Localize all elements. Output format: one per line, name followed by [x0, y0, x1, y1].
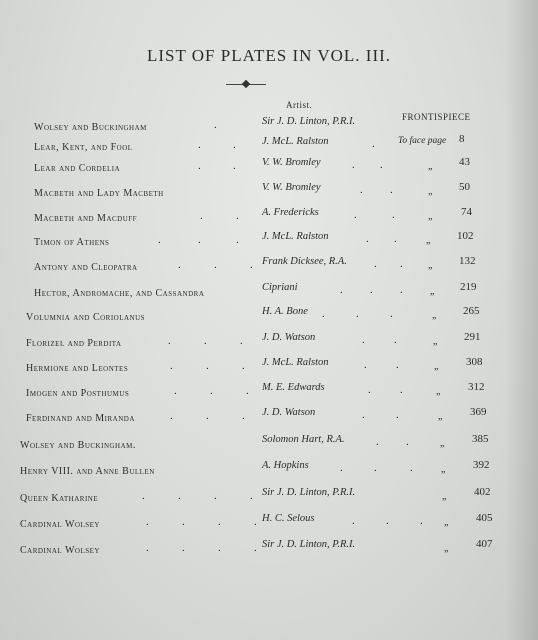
leader-dot: . [178, 259, 181, 271]
artist-column-header: Artist. [286, 100, 313, 110]
leader-dot: . [200, 210, 203, 222]
leader-dot: . [236, 234, 239, 246]
plate-artist: A. Fredericks [262, 207, 319, 218]
plate-row [0, 381, 538, 408]
leader-dot: . [198, 234, 201, 246]
leader-dot: . [168, 335, 171, 347]
leader-dot: . [240, 335, 243, 347]
ditto-mark: „ [432, 310, 437, 321]
leader-dot: . [356, 308, 359, 320]
ditto-mark: „ [433, 336, 438, 347]
leader-dot: . [182, 542, 185, 554]
leader-dot: . [218, 516, 221, 528]
plate-row [0, 512, 538, 539]
plate-subject: Henry VIII. and Anne Bullen [20, 466, 155, 477]
plate-subject: Volumnia and Coriolanus [26, 312, 146, 323]
plate-subject: Florizel and Perdita [26, 338, 122, 349]
leader-dot: . [214, 119, 217, 131]
plate-subject: Macbeth and Macduff [34, 213, 138, 224]
page-title: LIST OF PLATES IN VOL. III. [146, 46, 392, 65]
ditto-mark: „ [440, 438, 445, 449]
ditto-mark: „ [436, 386, 441, 397]
leader-dot: . [380, 159, 383, 171]
leader-dot: . [394, 334, 397, 346]
ditto-mark: „ [430, 286, 435, 297]
leader-dot: . [214, 259, 217, 271]
plate-page-number: 50 [459, 181, 470, 193]
leader-dot: . [254, 542, 257, 554]
plate-artist: H. C. Selous [262, 513, 315, 524]
plate-page-number: 43 [459, 156, 470, 168]
ditto-mark: „ [444, 543, 449, 554]
plate-row [0, 356, 538, 383]
leader-dot: . [376, 436, 379, 448]
leader-dot: . [206, 360, 209, 372]
ditto-mark: „ [434, 361, 439, 372]
plate-artist: J. McL. Ralston [262, 136, 329, 147]
leader-dot: . [146, 516, 149, 528]
leader-dot: . [250, 259, 253, 271]
ditto-mark: „ [428, 186, 433, 197]
leader-dot: . [246, 385, 249, 397]
leader-dot: . [178, 490, 181, 502]
plate-page-number: 265 [463, 305, 480, 317]
leader-dot: . [250, 490, 253, 502]
plate-artist: A. Hopkins [262, 460, 309, 471]
plate-subject: Macbeth and Lady Macbeth [34, 188, 164, 199]
leader-dot: . [352, 515, 355, 527]
plate-artist: Cipriani [262, 282, 298, 293]
leader-dot: . [214, 490, 217, 502]
leader-dot: . [374, 258, 377, 270]
ditto-mark: „ [441, 464, 446, 475]
plate-row [0, 230, 538, 257]
plate-artist: V. W. Bromley [262, 157, 321, 168]
leader-dot: . [366, 233, 369, 245]
plate-artist: M. E. Edwards [262, 382, 325, 393]
ditto-mark: „ [428, 211, 433, 222]
ditto-mark: „ [442, 491, 447, 502]
leader-dot: . [362, 409, 365, 421]
leader-dot: . [198, 139, 201, 151]
plate-page-number: 392 [473, 459, 490, 471]
plate-page-number: 74 [461, 206, 472, 218]
leader-dot: . [360, 184, 363, 196]
leader-dot: . [198, 160, 201, 172]
leader-dot: . [206, 410, 209, 422]
leader-dot: . [236, 210, 239, 222]
leader-dot: . [158, 234, 161, 246]
leader-dot: . [254, 516, 257, 528]
ditto-mark: „ [428, 161, 433, 172]
plate-row [0, 281, 538, 308]
leader-dot: . [170, 410, 173, 422]
plate-subject: Cardinal Wolsey [20, 519, 100, 530]
plate-row [0, 486, 538, 513]
leader-dot: . [142, 490, 145, 502]
plate-artist: Sir J. D. Linton, P.R.I. [262, 116, 356, 127]
plate-row [0, 181, 538, 208]
plate-row [0, 255, 538, 282]
plate-page-number: 402 [474, 486, 491, 498]
leader-dot: . [374, 462, 377, 474]
leader-dot: . [396, 359, 399, 371]
leader-dot: . [400, 258, 403, 270]
plate-subject: Imogen and Posthumus [26, 388, 130, 399]
leader-dot: . [182, 516, 185, 528]
plate-row [0, 305, 538, 332]
plate-subject: Hermione and Leontes [26, 363, 129, 374]
leader-dot: . [170, 360, 173, 372]
plate-page-number: 385 [472, 433, 489, 445]
plate-artist: Sir J. D. Linton, P.R.I. [262, 487, 356, 498]
leader-dot: . [146, 542, 149, 554]
plate-row [0, 538, 538, 565]
plate-page-number: 8 [459, 133, 465, 145]
plate-page-number: 369 [470, 406, 487, 418]
plate-subject: Cardinal Wolsey [20, 545, 100, 556]
plate-artist: H. A. Bone [262, 306, 308, 317]
plate-page-number: 405 [476, 512, 493, 524]
leader-dot: . [364, 359, 367, 371]
leader-dot: . [340, 462, 343, 474]
plate-page-number: 407 [476, 538, 493, 550]
leader-dot: . [354, 209, 357, 221]
plate-subject: Wolsey and Buckingham. [20, 440, 136, 451]
ditto-mark: „ [428, 260, 433, 271]
leader-dot: . [400, 284, 403, 296]
leader-dot: . [242, 360, 245, 372]
plate-row [0, 406, 538, 433]
leader-dot: . [406, 436, 409, 448]
plate-row [0, 459, 538, 486]
plate-artist: V. W. Bromley [262, 182, 321, 193]
leader-dot: . [394, 233, 397, 245]
plate-row [0, 433, 538, 460]
plate-page-number: 308 [466, 356, 483, 368]
leader-dot: . [396, 409, 399, 421]
leader-dot: . [362, 334, 365, 346]
plate-artist: Sir J. D. Linton, P.R.I. [262, 539, 356, 550]
plate-artist: J. D. Watson [262, 332, 316, 343]
leader-dot: . [204, 335, 207, 347]
leader-dot: . [370, 284, 373, 296]
plate-subject: Wolsey and Buckingham [34, 122, 147, 133]
plate-subject: Hector, Andromache, and Cassandra [34, 288, 205, 299]
frontispiece-column-header: FRONTISPIECE [402, 112, 471, 122]
leader-dot: . [372, 138, 375, 150]
plate-row [0, 331, 538, 358]
plate-page-number: 219 [460, 281, 477, 293]
plate-artist: J. McL. Ralston [262, 231, 329, 242]
leader-dot: . [174, 385, 177, 397]
leader-dot: . [210, 385, 213, 397]
leader-dot: . [233, 160, 236, 172]
plate-artist: Solomon Hart, R.A. [262, 434, 345, 445]
plate-subject: Ferdinand and Miranda [26, 413, 135, 424]
leader-dot: . [368, 384, 371, 396]
leader-dot: . [400, 384, 403, 396]
plate-page-number: 132 [459, 255, 476, 267]
plate-row [0, 156, 538, 183]
plate-subject: Lear and Cordelia [34, 163, 121, 174]
leader-dot: . [390, 184, 393, 196]
plate-page-number: 291 [464, 331, 481, 343]
plate-subject: Queen Katharine [20, 493, 99, 504]
plate-artist: J. D. Watson [262, 407, 316, 418]
leader-dot: . [390, 308, 393, 320]
page-gutter-shadow [505, 0, 538, 640]
plate-artist: J. McL. Ralston [262, 357, 329, 368]
ditto-mark: „ [438, 411, 443, 422]
plate-page-number: 102 [457, 230, 474, 242]
leader-dot: . [410, 462, 413, 474]
leader-dot: . [420, 515, 423, 527]
plate-artist: Frank Dicksee, R.A. [262, 256, 347, 267]
plate-subject: Antony and Cleopatra [34, 262, 138, 273]
plate-subject: Timon of Athens [34, 237, 110, 248]
to-face-page-label: To face page [398, 136, 447, 146]
leader-dot: . [242, 410, 245, 422]
leader-dot: . [218, 542, 221, 554]
leader-dot: . [386, 515, 389, 527]
leader-dot: . [233, 139, 236, 151]
leader-dot: . [352, 159, 355, 171]
leader-dot: . [322, 308, 325, 320]
leader-dot: . [340, 284, 343, 296]
leader-dot: . [392, 209, 395, 221]
plate-subject: Lear, Kent, and Fool [34, 142, 133, 153]
ditto-mark: „ [426, 235, 431, 246]
ditto-mark: „ [444, 517, 449, 528]
plate-page-number: 312 [468, 381, 485, 393]
